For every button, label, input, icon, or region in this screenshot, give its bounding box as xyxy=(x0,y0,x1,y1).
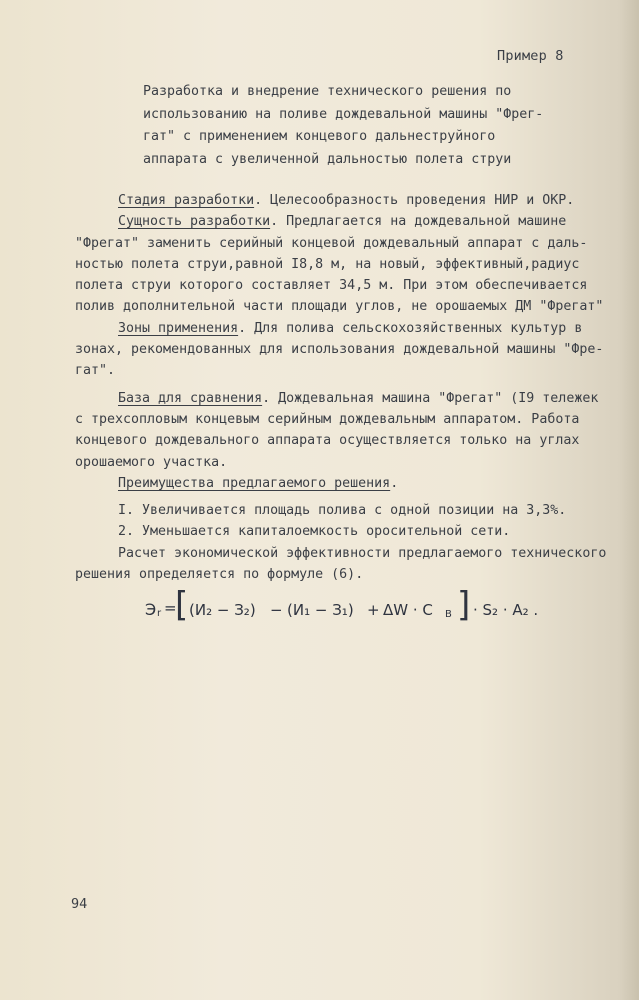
essence-line: полета струи которого составляет 34,5 м. При этом обеспечивается xyxy=(75,278,588,294)
stage-text: . Целесообразность проведения НИР и ОКР. xyxy=(254,193,575,208)
zones-first-text: . Для полива сельскохозяйственных культур в xyxy=(238,320,583,336)
zones-paragraph-first-line xyxy=(75,318,635,339)
example-label: Пример 8 xyxy=(497,48,564,64)
formula-lhs-subscript: r xyxy=(157,608,162,619)
formula-left-bracket: [ xyxy=(175,585,189,625)
formula-term-1: (И₂ − З₂) xyxy=(189,601,256,619)
essence-line: ностью полета струи,равной I8,8 м, на новый, эффективный,радиус xyxy=(75,256,580,272)
formula-right-bracket: ] xyxy=(457,585,471,625)
efficiency-formula xyxy=(145,585,539,636)
formula-equals: = xyxy=(164,599,177,617)
advantages-heading: Преимущества предлагаемого решения xyxy=(118,475,391,491)
title-line: использованию на поливе дождевальной машины "Фрег- xyxy=(143,106,544,122)
base-first-text: . Дождевальная машина "Фрегат" (I9 тележек xyxy=(262,390,599,406)
stage-heading: Стадия разработки xyxy=(118,193,255,208)
essence-line: полив дополнительной части площади углов, не орошаемых ДМ "Фрегат" xyxy=(75,299,604,315)
calc-paragraph-first-line: Расчет экономической эффективности предлагаемого технического xyxy=(118,545,607,561)
title-line: Разработка и внедрение технического решения по xyxy=(143,84,512,99)
stage-paragraph xyxy=(75,190,635,211)
title-line: аппарата с увеличенной дальностью полета струи xyxy=(143,151,512,167)
formula-term-2: (И₁ − З₁) xyxy=(287,601,354,619)
title-line: гат" с применением концевого дальнеструйного xyxy=(143,129,496,144)
calc-paragraph-line: решения определяется по формуле (6). xyxy=(75,567,364,583)
advantages-heading-line xyxy=(75,473,635,494)
document-body xyxy=(75,190,635,585)
formula-minus: − xyxy=(270,601,283,619)
essence-first-text: . Предлагается на дождевальной машине xyxy=(270,214,567,230)
page-number: 94 xyxy=(71,896,88,912)
zones-line: гат". xyxy=(75,363,116,379)
base-heading: База для сравнения xyxy=(118,390,263,406)
zones-line: зонах, рекомендованных для использования дождевальной машины "Фре- xyxy=(75,342,604,358)
advantage-item: I. Увеличивается площадь полива с одной позиции на 3,3%. xyxy=(118,503,567,519)
formula-lhs: Э xyxy=(145,600,157,619)
essence-paragraph-first-line xyxy=(75,211,635,232)
formula-plus: + xyxy=(367,601,380,619)
formula-term-3: ΔW · C xyxy=(383,601,433,619)
formula-term-3-subscript: B xyxy=(445,609,452,620)
essence-line: "Фрегат" заменить серийный концевой дождевальный аппарат с даль- xyxy=(75,235,588,251)
advantages-heading-tail: . xyxy=(390,475,399,491)
zones-heading: Зоны применения xyxy=(118,320,239,336)
document-title xyxy=(143,81,583,171)
base-line: с трехсопловым концевым серийным дождевальным аппаратом. Работа xyxy=(75,411,580,427)
base-paragraph-first-line xyxy=(75,388,635,409)
formula-tail: · S₂ · A₂ . xyxy=(473,601,539,619)
base-line: орошаемого участка. xyxy=(75,454,228,470)
base-line: концевого дождевального аппарата осуществляется только на углах xyxy=(75,433,580,449)
advantage-item: 2. Уменьшается капиталоемкость оросительной сети. xyxy=(118,524,511,540)
essence-heading: Сущность разработки xyxy=(118,214,271,230)
